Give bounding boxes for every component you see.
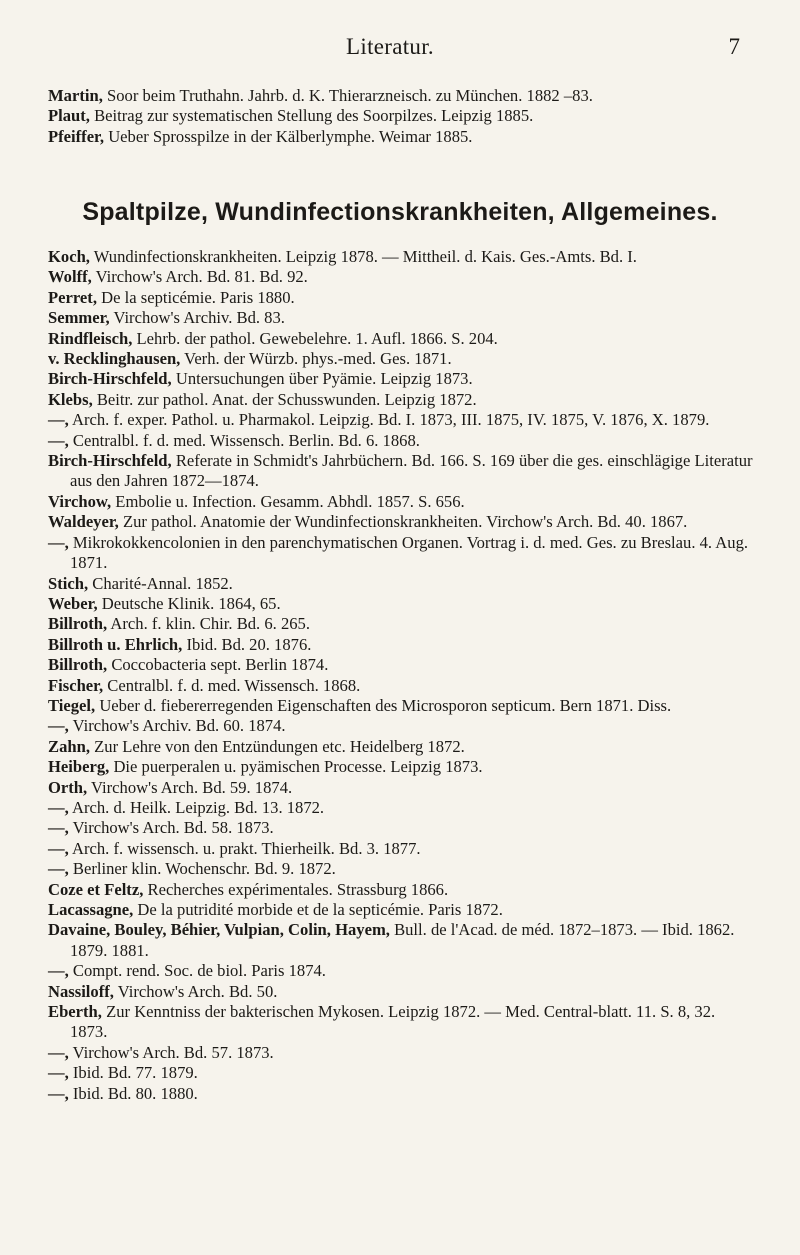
entry-citation: Virchow's Archiv. Bd. 60. 1874.: [68, 716, 286, 736]
bibliography-entry: [48, 533, 753, 574]
bibliography-entry: [48, 1084, 753, 1104]
bibliography-entry: [48, 900, 753, 920]
bibliography-entry: [48, 961, 753, 981]
entry-citation: Arch. f. wissensch. u. prakt. Thierheilk. Bd. 3. 1877.: [68, 838, 421, 858]
entry-citation: Virchow's Arch. Bd. 50.: [113, 981, 278, 1001]
entry-author: Billroth u. Ehrlich,: [48, 634, 183, 654]
bibliography-entry: [48, 492, 753, 512]
entry-author: Nassiloff,: [48, 981, 114, 1001]
bibliography-list-soor: [48, 86, 748, 147]
entry-citation: Arch. f. exper. Pathol. u. Pharmakol. Leipzig. Bd. I. 1873, III. 1875, IV. 1875, V. 1876, X. 1879.: [68, 410, 710, 430]
bibliography-entry: [48, 757, 753, 777]
entry-citation: Ibid. Bd. 77. 1879.: [68, 1063, 198, 1083]
bibliography-entry: [48, 920, 753, 961]
bibliography-entry: [48, 716, 753, 736]
entry-author: Birch-Hirschfeld,: [48, 369, 172, 389]
entry-author: Orth,: [48, 777, 88, 797]
bibliography-entry: [48, 369, 753, 389]
entry-author: Martin,: [48, 86, 103, 105]
running-title: Literatur.: [346, 34, 434, 59]
entry-citation: Virchow's Arch. Bd. 58. 1873.: [68, 818, 274, 838]
bibliography-entry: [48, 880, 753, 900]
entry-author: Pfeiffer,: [48, 126, 105, 146]
bibliography-entry: [48, 635, 753, 655]
bibliography-entry: [48, 349, 753, 369]
bibliography-entry: [48, 431, 753, 451]
entry-citation: Berliner klin. Wochenschr. Bd. 9. 1872.: [68, 859, 336, 879]
entry-author: —,: [48, 1083, 69, 1103]
section-heading: Spaltpilze, Wundinfectionskrankheiten, Allgemeines.: [82, 198, 718, 226]
entry-citation: Wundinfectionskrankheiten. Leipzig 1878. — Mittheil. d. Kais. Ges.-Amts. Bd. I.: [89, 247, 637, 266]
bibliography-entry: [48, 1002, 753, 1043]
entry-author: Lacassagne,: [48, 900, 134, 919]
entry-author: —,: [48, 859, 69, 879]
bibliography-entry: [48, 247, 753, 267]
page-number: 7: [728, 34, 740, 59]
entry-citation: Arch. f. klin. Chir. Bd. 6. 265.: [107, 614, 310, 634]
entry-citation: Virchow's Arch. Bd. 81. Bd. 92.: [91, 267, 308, 287]
entry-author: —,: [48, 818, 69, 838]
entry-author: Stich,: [48, 573, 89, 593]
entry-author: —,: [48, 410, 69, 430]
entry-author: Plaut,: [48, 106, 90, 126]
bibliography-entry: [48, 127, 748, 147]
bibliography-entry: [48, 798, 753, 818]
bibliography-entry: [48, 676, 753, 696]
entry-author: Rindfleisch,: [48, 328, 133, 348]
entry-author: —,: [48, 430, 69, 450]
entry-author: Billroth,: [48, 614, 108, 634]
entry-citation: Recherches expérimentales. Strassburg 1866.: [143, 879, 449, 899]
bibliography-entry: [48, 451, 753, 492]
entry-citation: Zur Kenntniss der bakterischen Mykosen. Leipzig 1872. — Med. Central-blatt. 11. S. 8, 32. 1873.: [70, 1002, 716, 1042]
entry-citation: Ibid. Bd. 20. 1876.: [182, 634, 312, 654]
entry-author: Birch-Hirschfeld,: [48, 451, 172, 471]
entry-author: —,: [48, 1063, 69, 1083]
bibliography-entry: [48, 737, 753, 757]
entry-author: Tiegel,: [48, 695, 96, 715]
entry-citation: Untersuchungen über Pyämie. Leipzig 1873.: [171, 369, 473, 389]
entry-citation: De la putridité morbide et de la septicémie. Paris 1872.: [133, 900, 503, 919]
entry-citation: Centralbl. f. d. med. Wissensch. 1868.: [103, 675, 361, 695]
bibliography-entry: [48, 859, 753, 879]
bibliography-entry: [48, 390, 753, 410]
entry-citation: Ueber Sprosspilze in der Kälberlymphe. Weimar 1885.: [104, 126, 473, 146]
entry-citation: Coccobacteria sept. Berlin 1874.: [107, 655, 329, 675]
entry-author: Billroth,: [48, 655, 108, 675]
bibliography-entry: [48, 778, 753, 798]
bibliography-entry: [48, 614, 753, 634]
entry-author: Wolff,: [48, 267, 92, 287]
bibliography-entry: [48, 308, 753, 328]
entry-citation: Bull. de l'Acad. de méd. 1872–1873. — Ibid. 1862. 1879. 1881.: [70, 920, 735, 960]
bibliography-entry: [48, 329, 753, 349]
bibliography-entry: [48, 106, 748, 126]
entry-author: v. Recklinghausen,: [48, 349, 181, 369]
entry-author: Weber,: [48, 593, 98, 613]
entry-author: —,: [48, 838, 69, 858]
entry-citation: Verh. der Würzb. phys.-med. Ges. 1871.: [180, 349, 452, 369]
entry-citation: Referate in Schmidt's Jahrbüchern. Bd. 166. S. 169 über die ges. einschlägige Literatur aus den Jahren 1872—1874.: [70, 451, 753, 491]
entry-author: Semmer,: [48, 308, 110, 328]
entry-author: Virchow,: [48, 491, 112, 511]
entry-citation: Arch. d. Heilk. Leipzig. Bd. 13. 1872.: [68, 797, 325, 817]
entry-author: Heiberg,: [48, 757, 110, 777]
entry-citation: Ueber d. fiebererregenden Eigenschaften des Microsporon septicum. Bern 1871. Diss.: [95, 695, 672, 715]
bibliography-list-wundinfection: [48, 247, 753, 1104]
entry-author: —,: [48, 797, 69, 817]
bibliography-entry: [48, 512, 753, 532]
page-header: [40, 34, 740, 64]
entry-citation: Deutsche Klinik. 1864, 65.: [97, 593, 281, 613]
entry-citation: Beitrag zur systematischen Stellung des Soorpilzes. Leipzig 1885.: [89, 106, 534, 126]
entry-author: Fischer,: [48, 675, 104, 695]
bibliography-entry: [48, 288, 753, 308]
bibliography-entry: [48, 594, 753, 614]
entry-citation: Die puerperalen u. pyämischen Processe. Leipzig 1873.: [109, 757, 483, 777]
entry-author: Zahn,: [48, 736, 90, 756]
bibliography-entry: [48, 982, 753, 1002]
entry-citation: Compt. rend. Soc. de biol. Paris 1874.: [68, 961, 326, 981]
entry-citation: Lehrb. der pathol. Gewebelehre. 1. Aufl. 1866. S. 204.: [132, 328, 498, 348]
bibliography-entry: [48, 839, 753, 859]
entry-citation: Virchow's Archiv. Bd. 83.: [109, 308, 285, 328]
bibliography-entry: [48, 1043, 753, 1063]
entry-citation: Beitr. zur pathol. Anat. der Schusswunden. Leipzig 1872.: [92, 389, 477, 409]
bibliography-entry: [48, 1063, 753, 1083]
entry-author: Waldeyer,: [48, 512, 119, 532]
entry-citation: Virchow's Arch. Bd. 59. 1874.: [87, 777, 293, 797]
entry-citation: Zur Lehre von den Entzündungen etc. Heidelberg 1872.: [89, 736, 465, 756]
entry-citation: Embolie u. Infection. Gesamm. Abhdl. 1857. S. 656.: [111, 491, 465, 511]
bibliography-entry: [48, 574, 753, 594]
entry-author: Perret,: [48, 287, 97, 307]
entry-author: —,: [48, 716, 69, 736]
entry-citation: Charité-Annal. 1852.: [88, 573, 233, 593]
entry-citation: Virchow's Arch. Bd. 57. 1873.: [68, 1042, 274, 1062]
bibliography-entry: [48, 267, 753, 287]
entry-citation: Soor beim Truthahn. Jahrb. d. K. Thierarzneisch. zu München. 1882 –83.: [102, 86, 593, 105]
entry-author: Eberth,: [48, 1002, 102, 1022]
entry-author: Davaine, Bouley, Béhier, Vulpian, Colin, Hayem,: [48, 920, 390, 940]
entry-author: Koch,: [48, 247, 90, 266]
entry-author: —,: [48, 532, 69, 552]
bibliography-entry: [48, 696, 753, 716]
entry-citation: Mikrokokkencolonien in den parenchymatischen Organen. Vortrag i. d. med. Ges. zu Breslau. 4. Aug. 1871.: [68, 532, 749, 573]
entry-citation: Zur pathol. Anatomie der Wundinfectionskrankheiten. Virchow's Arch. Bd. 40. 1867.: [118, 512, 688, 532]
entry-author: —,: [48, 961, 69, 981]
bibliography-entry: [48, 410, 753, 430]
entry-citation: De la septicémie. Paris 1880.: [96, 287, 295, 307]
entry-citation: Centralbl. f. d. med. Wissensch. Berlin. Bd. 6. 1868.: [68, 430, 420, 450]
bibliography-entry: [48, 818, 753, 838]
entry-author: —,: [48, 1042, 69, 1062]
entry-author: Coze et Feltz,: [48, 879, 144, 899]
bibliography-entry: [48, 86, 748, 106]
bibliography-entry: [48, 655, 753, 675]
entry-citation: Ibid. Bd. 80. 1880.: [68, 1083, 198, 1103]
entry-author: Klebs,: [48, 389, 93, 409]
